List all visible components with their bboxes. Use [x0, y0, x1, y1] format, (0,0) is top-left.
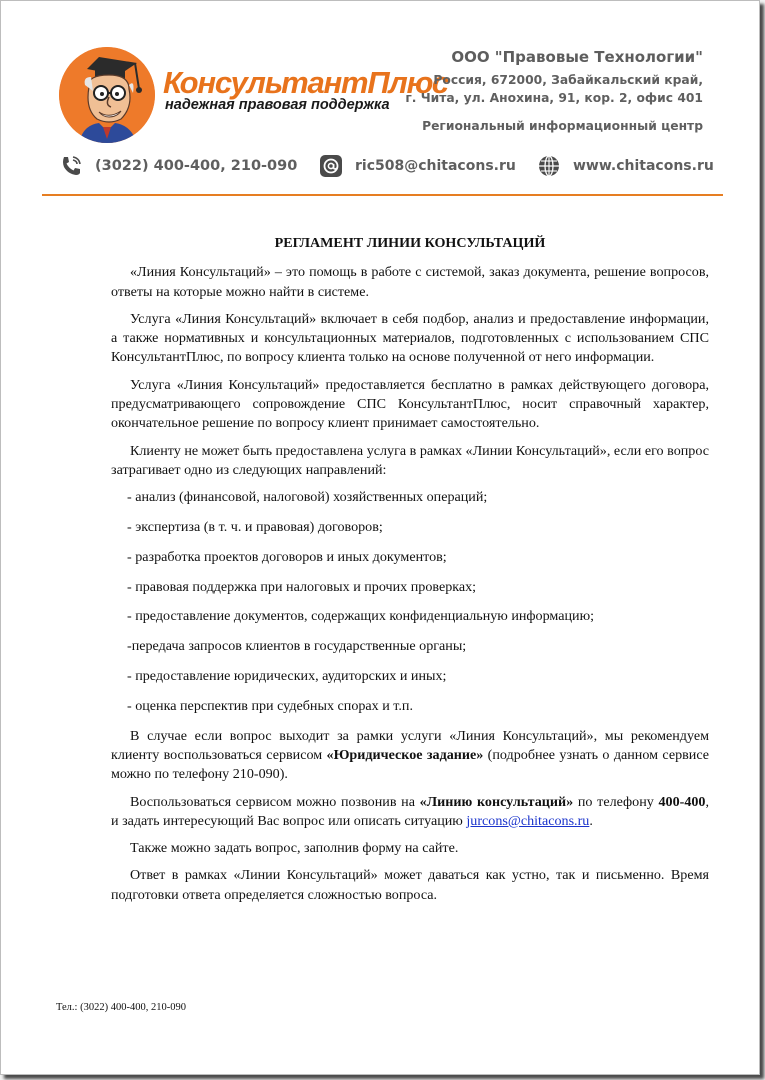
text-segment: по телефону: [573, 793, 659, 810]
list-item: - предоставление юридических, аудиторских и иных;: [127, 668, 447, 685]
globe-icon: [537, 154, 561, 178]
text-segment: .: [589, 812, 593, 829]
brand-tagline: надежная правовая поддержка: [165, 97, 390, 113]
list-item: - правовая поддержка при налоговых и прочих проверках;: [127, 578, 477, 595]
list-item: - предоставление документов, содержащих конфиденциальную информацию;: [127, 608, 595, 625]
paragraph-service-scope: Услуга «Линия Консультаций» включает в себя подбор, анализ и предоставление информации, а также нормативных и консультационных материалов, подготовленных с использованием СПС КонсультантПлюс, по вопросу клиента только на основе полученной от него информации.: [111, 310, 709, 366]
list-item: - анализ (финансовой, налоговой) хозяйственных операций;: [127, 489, 488, 506]
info-center-label: Региональный информационный центр: [422, 119, 703, 133]
footer-phone: Тел.: (3022) 400-400, 210-090: [56, 1002, 186, 1013]
header-divider: [42, 194, 723, 196]
consultant-logo-icon: [59, 47, 155, 143]
list-item: - оценка перспектив при судебных спорах и т.п.: [127, 697, 413, 714]
paragraph-restrictions: Клиенту не может быть предоставлена услуга в рамках «Линии Консультаций», если его вопрос затрагивает одно из следующих направлений:: [111, 442, 709, 478]
text-segment: Воспользоваться сервисом можно позвонив на: [130, 793, 420, 810]
address-line-2: г. Чита, ул. Анохина, 91, кор. 2, офис 401: [405, 91, 703, 105]
list-item: -передача запросов клиентов в государственные органы;: [127, 638, 467, 655]
document-body: [111, 234, 709, 913]
paragraph-definition: «Линия Консультаций» – это помощь в работе с системой, заказ документа, решение вопросов, ответы на которые можно найти в системе.: [111, 264, 709, 300]
text-segment: (подробнее узнать о данном сервисе можно по телефону 210-090).: [111, 746, 710, 783]
contact-email: [319, 151, 516, 181]
paragraph-how-to-use: [111, 793, 709, 832]
phone-icon: [59, 154, 83, 178]
list-item: - экспертиза (в т. ч. и правовая) договоров;: [127, 519, 383, 536]
legal-task-service-name: «Юридическое задание»: [326, 746, 484, 763]
list-item: - разработка проектов договоров и иных документов;: [127, 548, 447, 565]
at-sign-icon: [319, 154, 343, 178]
paragraph-answer-format: Ответ в рамках «Линии Консультаций» может даваться как устно, так и письменно. Время подготовки ответа определяется сложностью вопроса.: [111, 867, 709, 903]
consultation-line-name: «Линию консультаций»: [419, 793, 574, 810]
phone-number[interactable]: (3022) 400-400, 210-090: [95, 158, 298, 174]
paragraph-legal-task: [111, 727, 709, 785]
contact-phone: [59, 151, 297, 181]
document-title: РЕГЛАМЕНТ ЛИНИИ КОНСУЛЬТАЦИЙ: [274, 235, 546, 251]
restrictions-list: [111, 488, 709, 716]
consultation-phone: 400-400: [658, 793, 706, 810]
brand-name: КонсультантПлюс: [163, 65, 448, 100]
contacts-bar: [59, 151, 714, 181]
paragraph-web-form: Также можно задать вопрос, заполнив форму на сайте.: [130, 840, 459, 857]
address-line-1: Россия, 672000, Забайкальский край,: [433, 73, 703, 87]
paragraph-service-terms: Услуга «Линия Консультаций» предоставляется бесплатно в рамках действующего договора, предусматривающего сопровождение СПС КонсультантПлюс, носит справочный характер, окончательное решение по вопросу клиент принимает самостоятельно.: [111, 376, 709, 432]
text-segment: В случае если вопрос выходит за рамки услуги «Линия Консультаций», мы рекомендуем клиенту воспользоваться сервисом: [111, 727, 709, 763]
contact-website: [537, 151, 714, 181]
jurcons-email-link[interactable]: jurcons@chitacons.ru: [466, 812, 590, 829]
text-segment: , и задать интересующий Вас вопрос или описать ситуацию: [111, 793, 709, 829]
website-url[interactable]: www.chitacons.ru: [573, 158, 714, 174]
email-address[interactable]: ric508@chitacons.ru: [355, 158, 516, 174]
company-block: [405, 48, 703, 133]
company-name: ООО "Правовые Технологии": [451, 48, 703, 66]
